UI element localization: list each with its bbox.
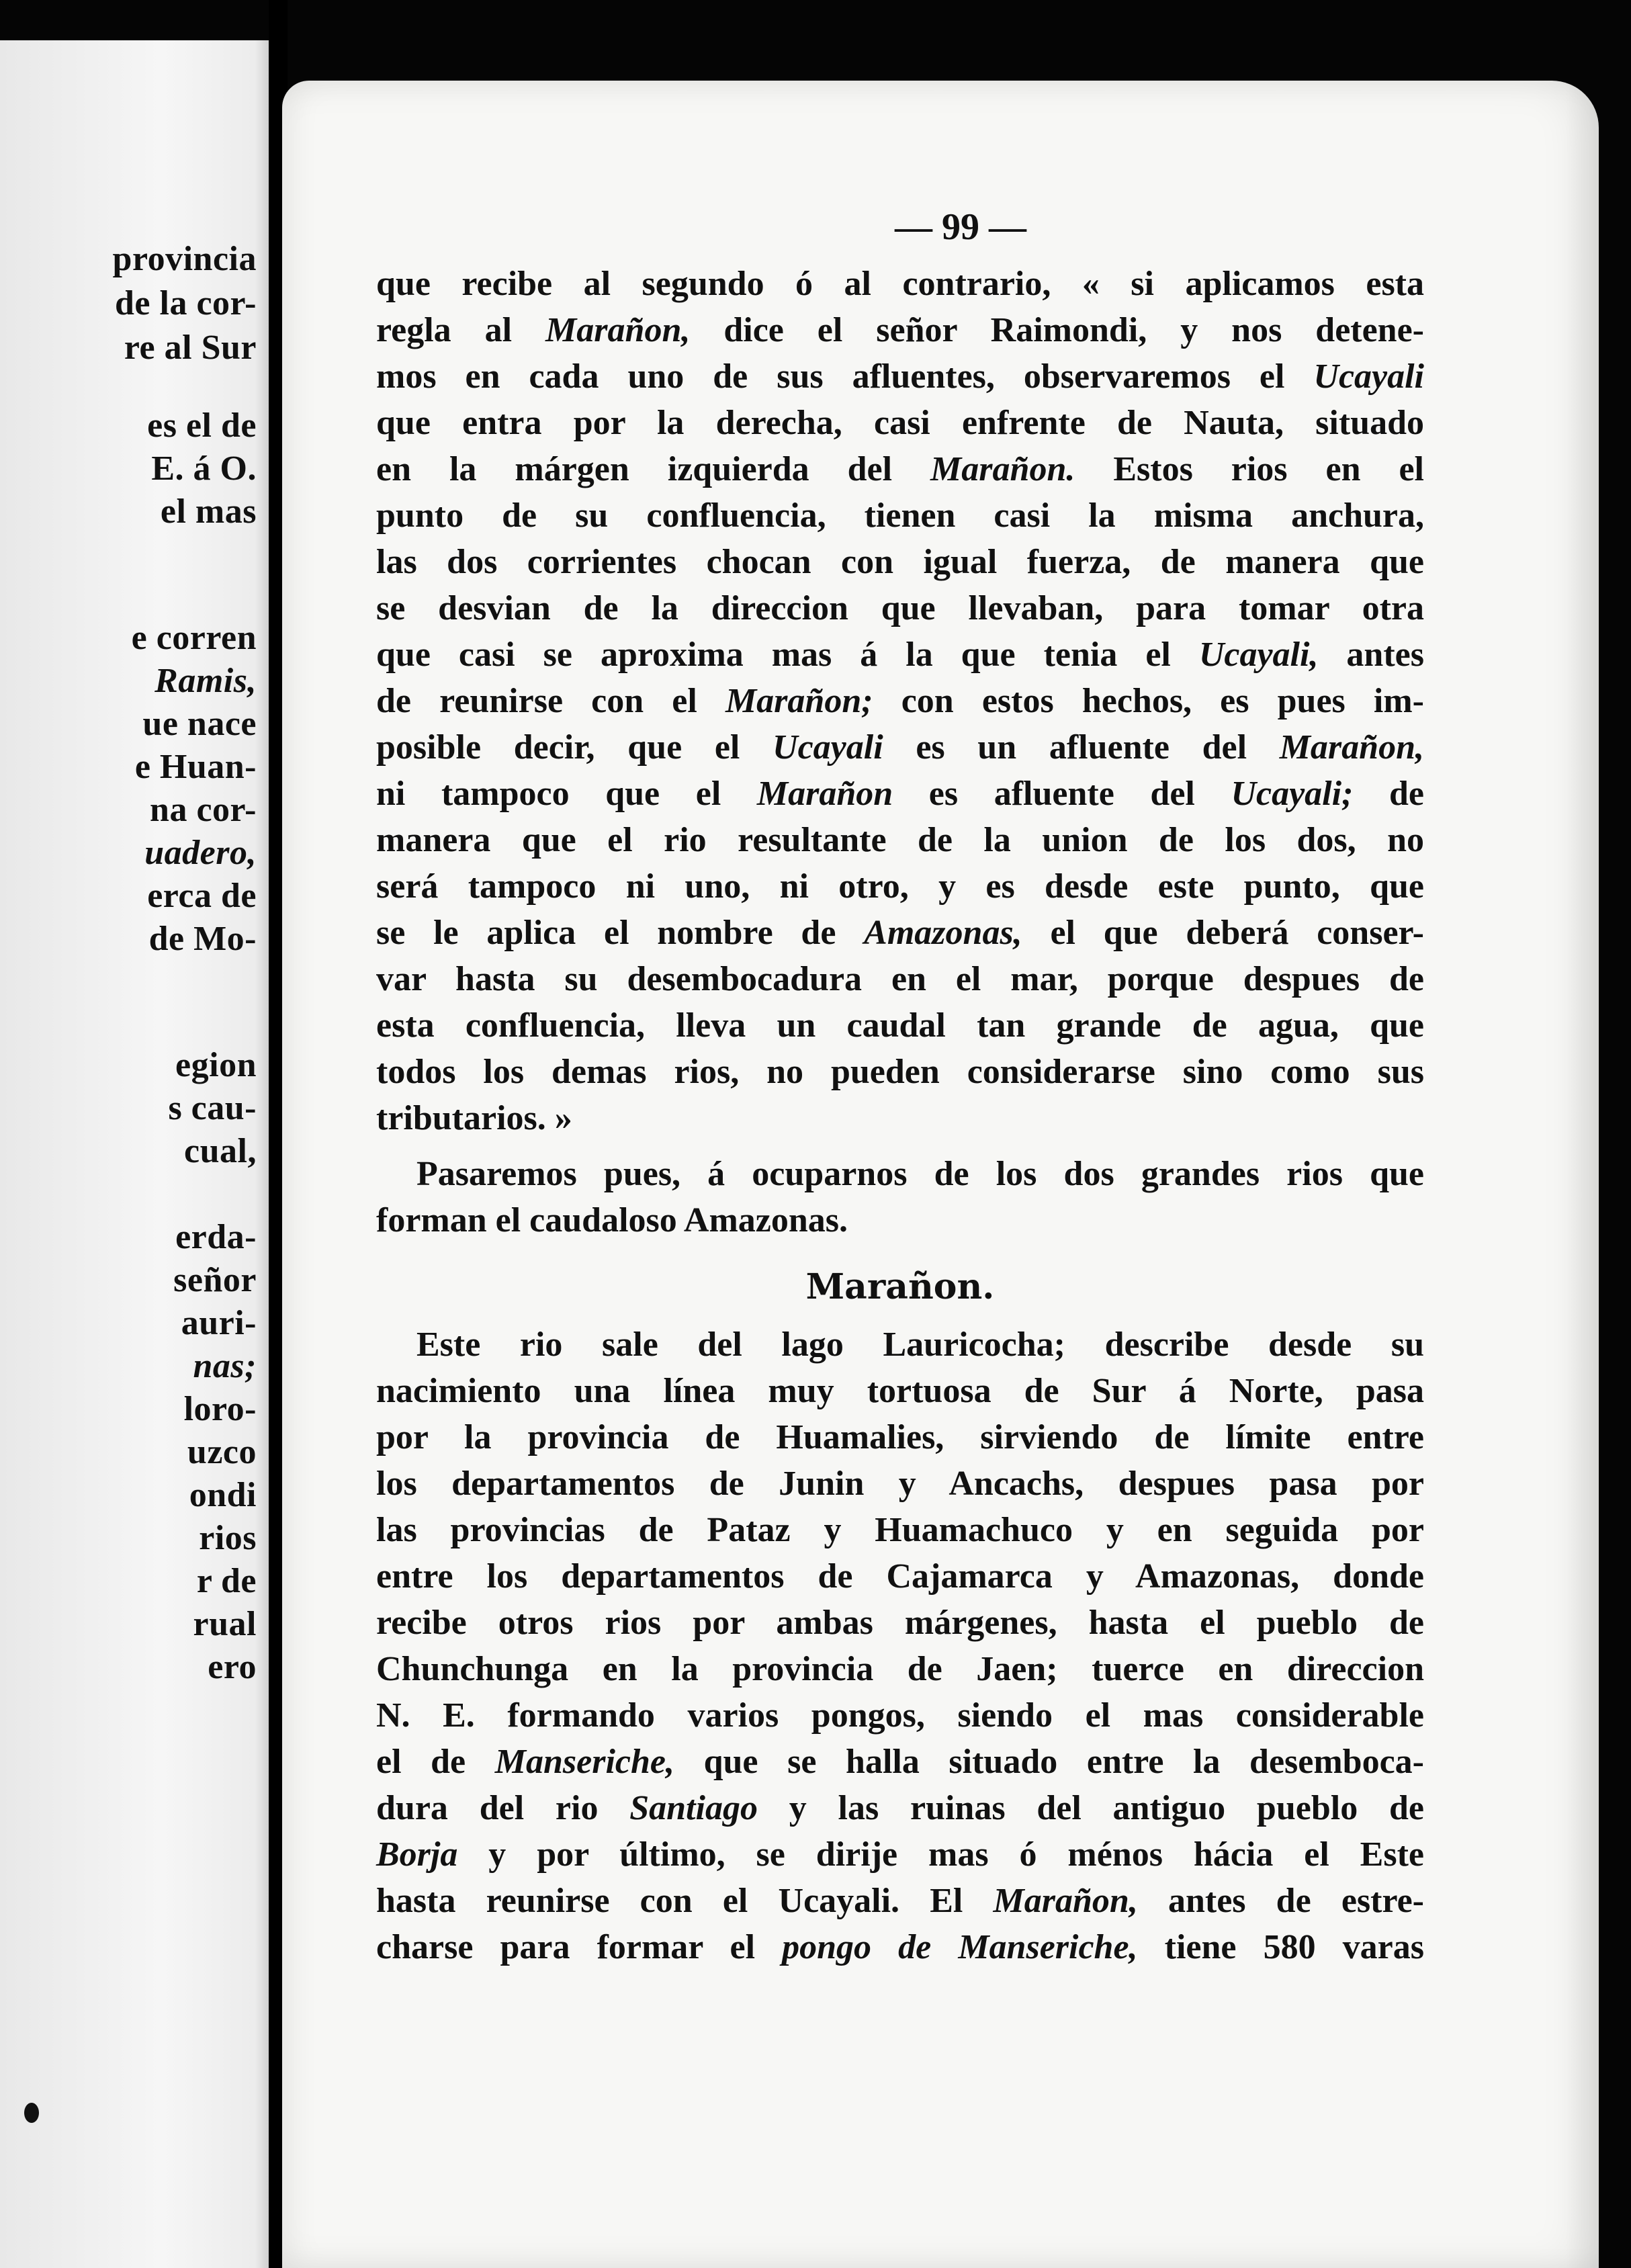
italic-text-segment: Marañon, [545, 311, 691, 349]
facing-page-line: auri- [181, 1304, 257, 1342]
text-segment: punto de su confluencia, tienen casi la misma anchura, [376, 496, 1424, 535]
body-text-line [376, 1460, 1424, 1507]
text-segment: posible decir, que el [376, 728, 773, 767]
text-segment: de [1353, 775, 1425, 813]
text-segment: N. E. formando varios pongos, siendo el mas considerable [376, 1696, 1424, 1735]
body-text-line [376, 1739, 1424, 1785]
facing-page-line: ero [208, 1648, 257, 1686]
text-segment: Chunchunga en la provincia de Jaen; tuerce en direccion [376, 1650, 1424, 1688]
facing-page-line: uzco [187, 1433, 257, 1471]
text-segment: antes [1318, 636, 1424, 674]
text-segment: entre los departamentos de Cajamarca y Amazonas, donde [376, 1557, 1424, 1596]
body-text-line [376, 817, 1424, 863]
text-segment: que casi se aproxima mas á la que tenia el [376, 636, 1199, 674]
body-text-line [376, 1785, 1424, 1831]
text-segment: se desvian de la direccion que llevaban, para tomar otra [376, 589, 1424, 627]
text-segment: por la provincia de Huamalies, sirviendo de límite entre [376, 1418, 1424, 1456]
page-number: — 99 — [895, 206, 1026, 248]
text-segment: dice el señor Raimondi, y nos detene- [690, 311, 1424, 349]
body-text-line [376, 1321, 1424, 1368]
text-segment: en la márgen izquierda del [376, 450, 931, 488]
body-text-line [376, 771, 1424, 817]
text-segment: es un afluente del [883, 728, 1280, 767]
body-text-line [376, 1197, 1424, 1244]
italic-text-segment: Ucayali [1313, 357, 1424, 396]
text-segment: mos en cada uno de sus afluentes, observaremos el [376, 357, 1314, 396]
body-text-line [376, 492, 1424, 539]
body-text-line [376, 1646, 1424, 1692]
italic-text-segment: Marañon, [1279, 728, 1424, 767]
body-text-line [376, 1831, 1424, 1878]
facing-page-line: ue nace [142, 705, 257, 743]
facing-page-line: r de [196, 1562, 257, 1600]
section-heading: Marañon. [805, 1266, 995, 1307]
body-text-line [376, 446, 1424, 492]
facing-page-line: e Huan- [134, 748, 257, 786]
text-segment: y por último, se dirije mas ó ménos hácia el Este [457, 1835, 1424, 1874]
body-text-line [376, 1507, 1424, 1553]
italic-text-segment: pongo de Manseriche, [782, 1928, 1138, 1966]
facing-page-line: s cau- [168, 1089, 257, 1127]
body-text-line [376, 1924, 1424, 1970]
italic-text-segment: Ucayali [773, 728, 883, 767]
body-text-line [376, 956, 1424, 1002]
text-segment: recibe otros rios por ambas márgenes, hasta el pueblo de [376, 1604, 1424, 1642]
body-text-line [376, 1151, 1424, 1197]
text-segment: ni tampoco que el [376, 775, 757, 813]
body-text-line [376, 724, 1424, 771]
facing-page-fragment [0, 40, 269, 2268]
facing-page-line: Ramis, [155, 662, 257, 700]
facing-page-line: rios [199, 1519, 257, 1557]
body-text-line [376, 539, 1424, 585]
text-segment: que se halla situado entre la desemboca- [674, 1743, 1425, 1781]
italic-text-segment: Santiago [629, 1789, 758, 1827]
spacer [376, 1141, 1424, 1151]
body-text-line [376, 863, 1424, 910]
body-text-line [376, 1002, 1424, 1049]
page-edge-shadow [1565, 81, 1599, 2268]
facing-page-line: nas; [193, 1347, 257, 1385]
body-text-line [376, 631, 1424, 678]
text-segment: tiene 580 varas [1137, 1928, 1424, 1966]
text-segment: forman el caudaloso Amazonas. [376, 1201, 848, 1239]
facing-page-line: uadero, [144, 834, 257, 872]
text-segment: con estos hechos, es pues im- [873, 682, 1424, 720]
text-segment: las dos corrientes chocan con igual fuerza, de manera que [376, 543, 1424, 581]
text-segment: var hasta su desembocadura en el mar, porque despues de [376, 960, 1424, 998]
body-text-line [376, 910, 1424, 956]
italic-text-segment: Marañon, [993, 1882, 1138, 1920]
facing-page-line: de la cor- [115, 284, 257, 322]
text-segment: Estos rios en el [1075, 450, 1425, 488]
italic-text-segment: Manseriche, [494, 1743, 674, 1781]
body-text-line [376, 261, 1424, 307]
body-text-line [376, 1878, 1424, 1924]
text-segment: antes de estre- [1137, 1882, 1424, 1920]
text-segment: todos los demas rios, no pueden considerarse sino como sus [376, 1053, 1424, 1091]
facing-page-line: erda- [175, 1218, 257, 1256]
facing-page-line: re al Sur [124, 329, 257, 367]
facing-page-line: loro- [183, 1390, 257, 1428]
facing-page-line: na cor- [150, 791, 257, 829]
italic-text-segment: Marañon. [930, 450, 1075, 488]
italic-text-segment: Ucayali; [1231, 775, 1354, 813]
body-text-line [376, 1049, 1424, 1095]
facing-page-line: señor [173, 1261, 257, 1299]
text-segment: nacimiento una línea muy tortuosa de Sur á Norte, pasa [376, 1372, 1424, 1410]
text-segment: y las ruinas del antiguo pueblo de [757, 1789, 1424, 1827]
spacer [376, 1244, 1424, 1253]
text-segment: es afluente del [893, 775, 1231, 813]
facing-page-line: erca de [147, 877, 257, 915]
facing-page-line: de Mo- [148, 920, 257, 958]
text-segment: las provincias de Pataz y Huamachuco y en seguida por [376, 1511, 1424, 1549]
text-segment: manera que el rio resultante de la union de los dos, no [376, 821, 1424, 859]
text-segment: hasta reunirse con el Ucayali. El [376, 1882, 994, 1920]
body-text-line [376, 1692, 1424, 1739]
facing-page-line: rual [193, 1605, 257, 1643]
body-text-line [376, 400, 1424, 446]
italic-text-segment: Amazonas, [864, 914, 1022, 952]
body-text-line [376, 1368, 1424, 1414]
text-segment: esta confluencia, lleva un caudal tan grande de agua, que [376, 1006, 1424, 1045]
book-page [282, 81, 1599, 2268]
body-text-line [376, 585, 1424, 631]
body-text-line [376, 307, 1424, 353]
facing-page-line: E. á O. [151, 449, 257, 488]
italic-text-segment: Marañon; [725, 682, 873, 720]
italic-text-segment: Ucayali, [1198, 636, 1319, 674]
text-segment: Pasaremos pues, á ocuparnos de los dos grandes rios que [416, 1155, 1424, 1193]
text-segment: regla al [376, 311, 546, 349]
text-segment: Este rio sale del lago Lauricocha; describe desde su [416, 1325, 1424, 1364]
facing-page-line: e corren [131, 619, 257, 657]
text-segment: dura del rio [376, 1789, 630, 1827]
text-segment: será tampoco ni uno, ni otro, y es desde este punto, que [376, 867, 1424, 906]
facing-page-line: el mas [160, 492, 257, 531]
text-segment: que recibe al segundo ó al contrario, « si aplicamos esta [376, 265, 1424, 303]
body-text-line [376, 1095, 1424, 1141]
text-segment: charse para formar el [376, 1928, 783, 1966]
text-segment: se le aplica el nombre de [376, 914, 865, 952]
text-segment: que entra por la derecha, casi enfrente de Nauta, situado [376, 404, 1424, 442]
body-text-line [376, 1414, 1424, 1460]
facing-page-line: ondi [189, 1476, 257, 1514]
text-segment: el de [376, 1743, 495, 1781]
facing-page-line: cual, [184, 1132, 257, 1170]
body-text-line [376, 353, 1424, 400]
body-text-line [376, 1600, 1424, 1646]
body-text-line [376, 678, 1424, 724]
body-text-line [376, 1553, 1424, 1600]
text-segment: el que deberá conser- [1022, 914, 1424, 952]
text-segment: los departamentos de Junin y Ancachs, despues pasa por [376, 1465, 1424, 1503]
facing-page-line: provincia [112, 240, 257, 278]
ink-blot-mark [24, 2103, 39, 2123]
italic-text-segment: Marañon [756, 775, 893, 813]
facing-page-line: es el de [147, 406, 257, 445]
italic-text-segment: Borja [376, 1835, 458, 1874]
facing-page-line: egion [175, 1046, 257, 1084]
text-segment: de reunirse con el [376, 682, 725, 720]
text-segment: tributarios. » [376, 1099, 572, 1137]
page-body-text [376, 261, 1424, 1970]
